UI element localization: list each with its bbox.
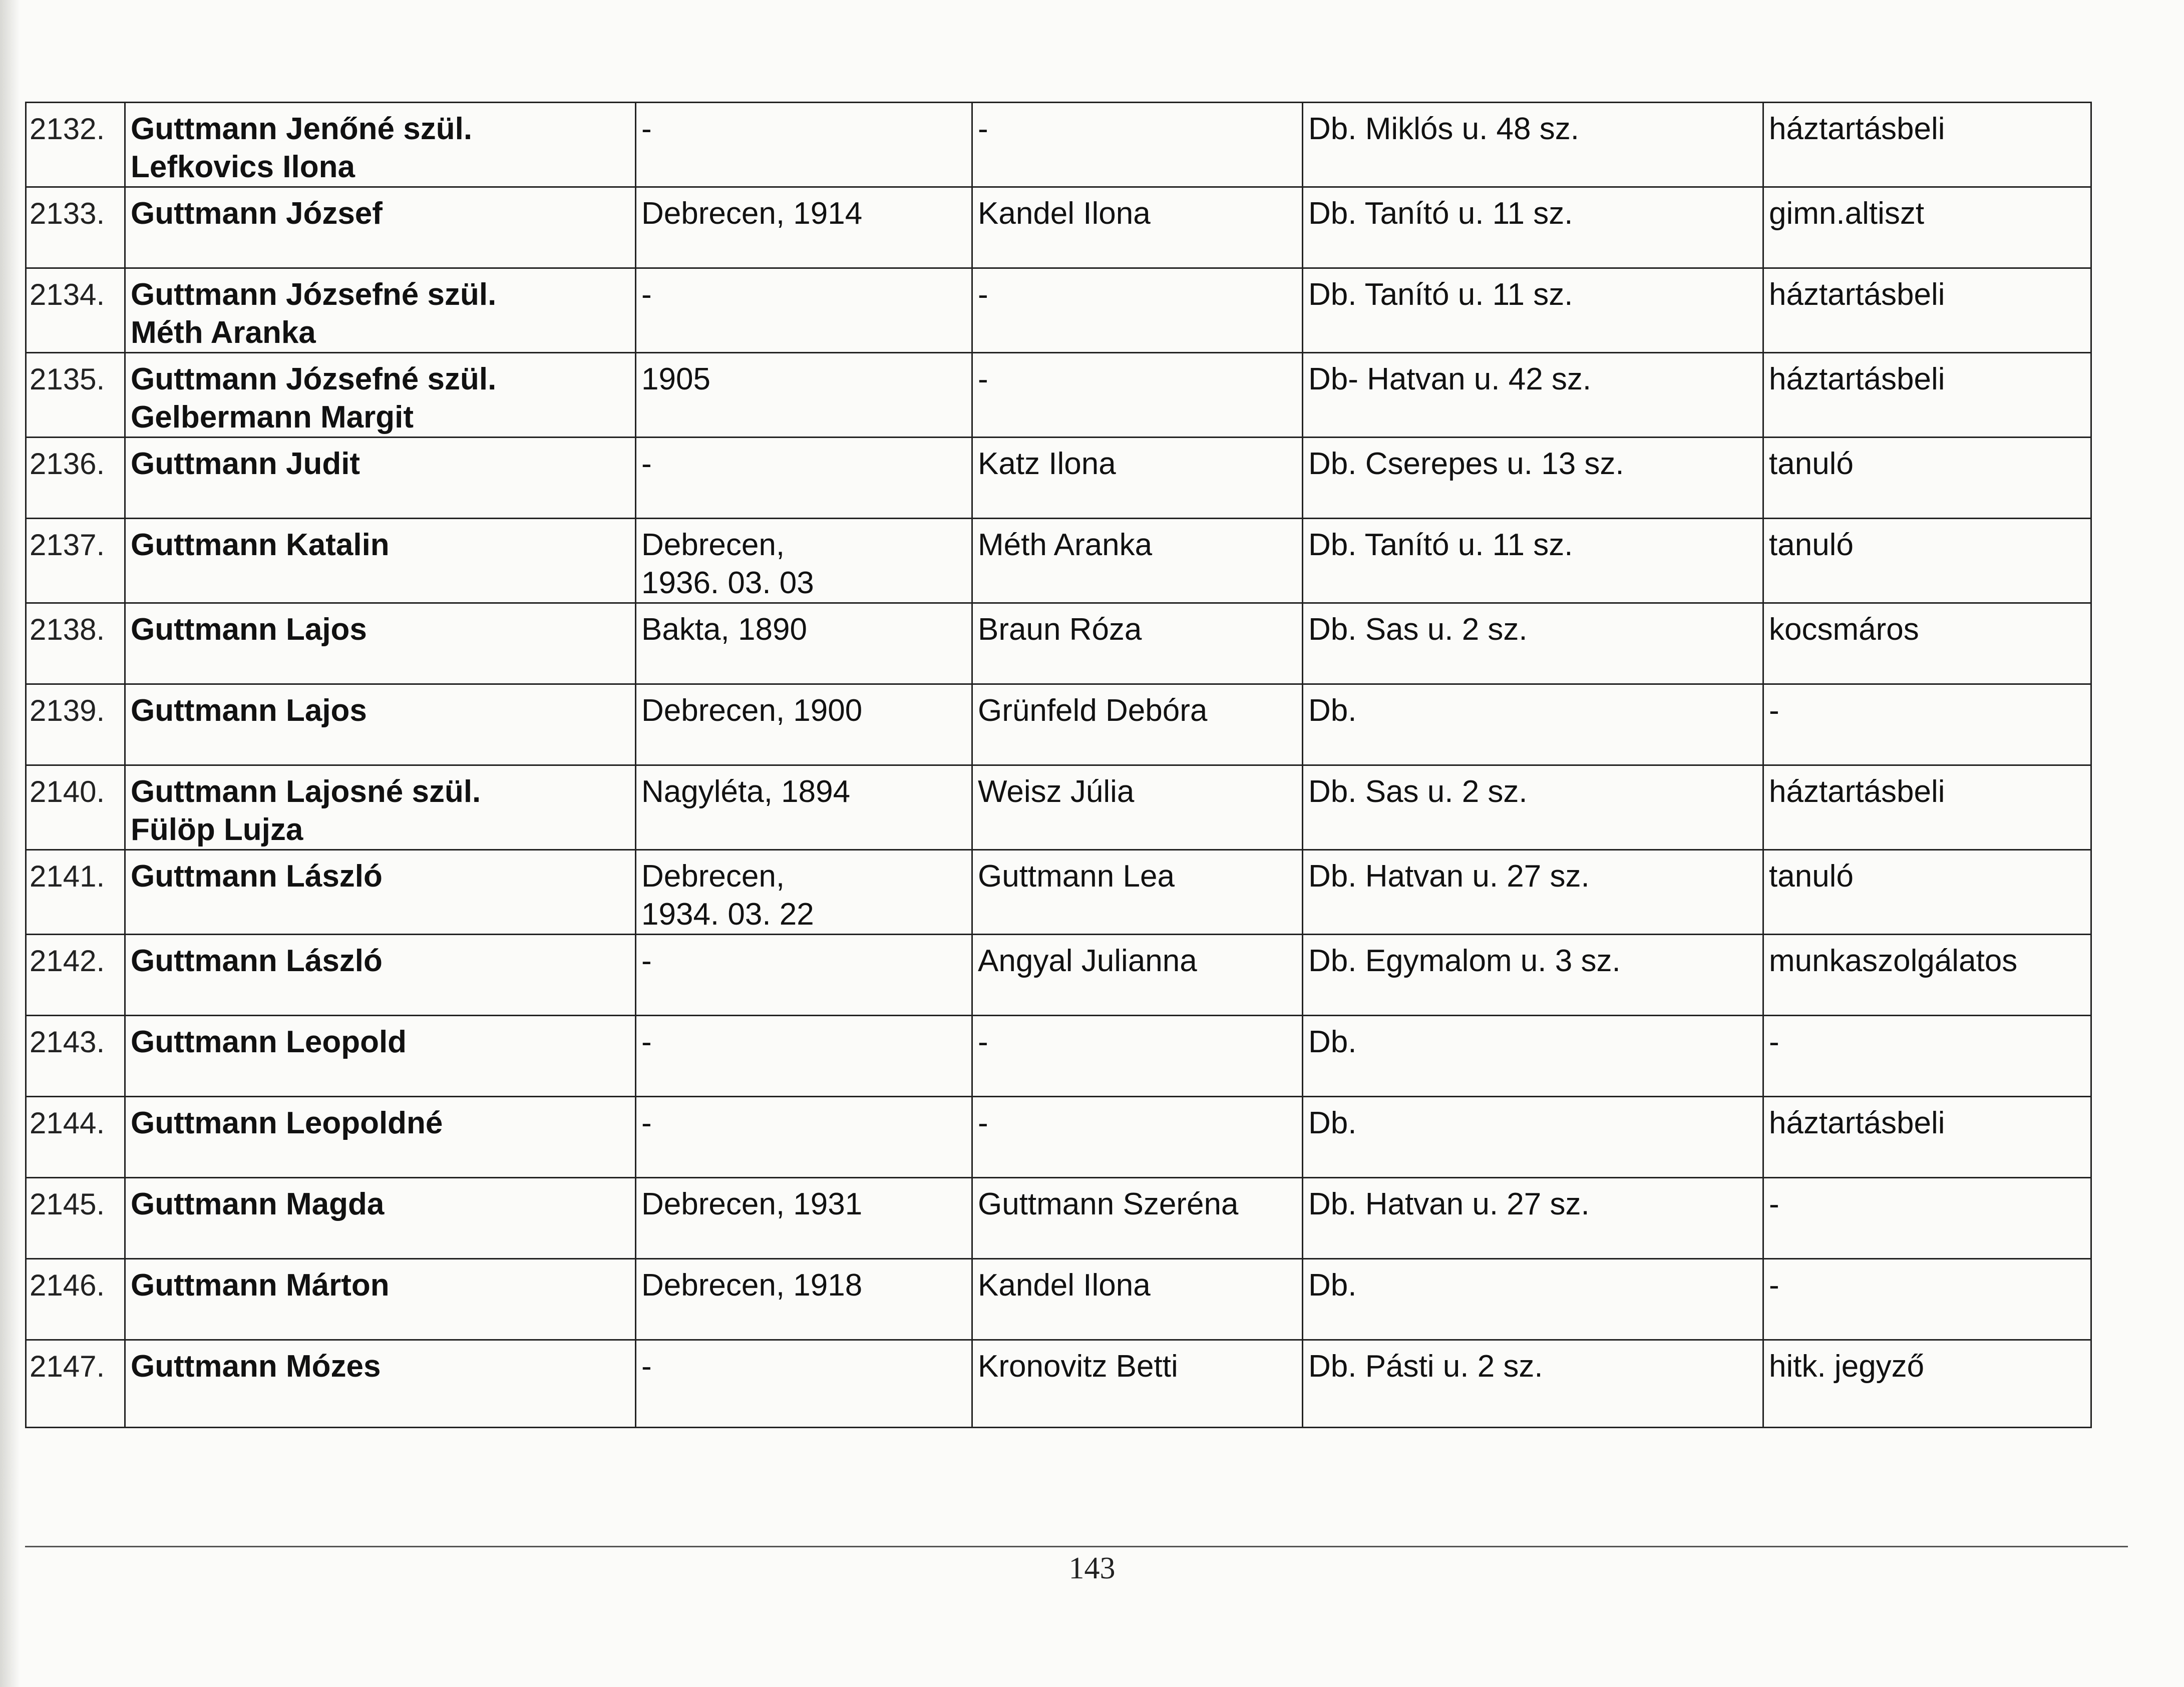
birth-place-date-line: - xyxy=(641,447,652,481)
mother-name-cell: Guttmann Lea xyxy=(972,850,1303,935)
table-row xyxy=(26,268,2091,353)
entry-number-cell: 2135. xyxy=(26,353,125,438)
table-row xyxy=(26,438,2091,519)
person-name-cell xyxy=(125,1259,636,1340)
address-cell: Db. Hatvan u. 27 sz. xyxy=(1303,1178,1763,1259)
occupation-cell: tanuló xyxy=(1763,438,2091,519)
birth-place-date-line: Debrecen, xyxy=(641,528,785,562)
occupation-cell: gimn.altiszt xyxy=(1763,187,2091,268)
mother-name-cell: - xyxy=(972,103,1303,187)
entry-number-cell: 2133. xyxy=(26,187,125,268)
address-cell: Db. Pásti u. 2 sz. xyxy=(1303,1340,1763,1428)
entry-number-cell: 2147. xyxy=(26,1340,125,1428)
birth-place-date-cell xyxy=(636,1259,972,1340)
birth-place-date-cell xyxy=(636,353,972,438)
person-name-line: Guttmann László xyxy=(131,859,383,894)
birth-place-date-line: 1934. 03. 22 xyxy=(641,897,814,932)
person-name-line: Guttmann Márton xyxy=(131,1268,390,1303)
person-name-cell xyxy=(125,187,636,268)
person-name-cell xyxy=(125,684,636,765)
person-name-line: Guttmann Magda xyxy=(131,1187,385,1221)
table-row xyxy=(26,765,2091,850)
mother-name-cell: - xyxy=(972,268,1303,353)
address-cell: Db. Tanító u. 11 sz. xyxy=(1303,268,1763,353)
page-number: 143 xyxy=(1068,1551,1116,1585)
table-row xyxy=(26,1178,2091,1259)
birth-place-date-cell xyxy=(636,765,972,850)
entry-number-cell: 2144. xyxy=(26,1097,125,1178)
mother-name-cell: Méth Aranka xyxy=(972,519,1303,603)
address-cell: Db. Tanító u. 11 sz. xyxy=(1303,187,1763,268)
entry-number-cell: 2132. xyxy=(26,103,125,187)
person-name-cell xyxy=(125,1340,636,1428)
entry-number-cell: 2143. xyxy=(26,1016,125,1097)
person-name-line: Guttmann József xyxy=(131,196,383,231)
birth-place-date-cell xyxy=(636,603,972,684)
mother-name-cell: Katz Ilona xyxy=(972,438,1303,519)
person-name-cell xyxy=(125,765,636,850)
birth-place-date-line: - xyxy=(641,1349,652,1384)
birth-place-date-cell xyxy=(636,1016,972,1097)
mother-name-cell: - xyxy=(972,1097,1303,1178)
occupation-cell: - xyxy=(1763,1178,2091,1259)
person-name-cell xyxy=(125,935,636,1016)
address-cell: Db. xyxy=(1303,684,1763,765)
address-cell: Db. Miklós u. 48 sz. xyxy=(1303,103,1763,187)
address-cell: Db. xyxy=(1303,1016,1763,1097)
person-name-cell xyxy=(125,850,636,935)
person-name-line: Guttmann Lajos xyxy=(131,693,367,728)
person-name-line: Guttmann Mózes xyxy=(131,1349,381,1384)
birth-place-date-cell xyxy=(636,850,972,935)
mother-name-cell: - xyxy=(972,1016,1303,1097)
entry-number-cell: 2137. xyxy=(26,519,125,603)
entry-number-cell: 2142. xyxy=(26,935,125,1016)
occupation-cell: háztartásbeli xyxy=(1763,268,2091,353)
address-cell: Db- Hatvan u. 42 sz. xyxy=(1303,353,1763,438)
birth-place-date-cell xyxy=(636,1097,972,1178)
person-name-cell xyxy=(125,103,636,187)
occupation-cell: munkaszolgálatos xyxy=(1763,935,2091,1016)
entry-number-cell: 2139. xyxy=(26,684,125,765)
table-row xyxy=(26,103,2091,187)
mother-name-cell: Weisz Júlia xyxy=(972,765,1303,850)
address-cell: Db. Sas u. 2 sz. xyxy=(1303,765,1763,850)
birth-place-date-cell xyxy=(636,1178,972,1259)
person-name-cell xyxy=(125,1097,636,1178)
occupation-cell: háztartásbeli xyxy=(1763,103,2091,187)
birth-place-date-cell xyxy=(636,1340,972,1428)
birth-place-date-line: 1936. 03. 03 xyxy=(641,566,814,600)
entry-number-cell: 2146. xyxy=(26,1259,125,1340)
address-cell: Db. Sas u. 2 sz. xyxy=(1303,603,1763,684)
address-cell: Db. Egymalom u. 3 sz. xyxy=(1303,935,1763,1016)
birth-place-date-line: Bakta, 1890 xyxy=(641,612,807,647)
person-name-line: Guttmann László xyxy=(131,944,383,978)
birth-place-date-line: - xyxy=(641,944,652,978)
table-row xyxy=(26,519,2091,603)
table-row xyxy=(26,353,2091,438)
person-name-line: Fülöp Lujza xyxy=(131,812,303,847)
occupation-cell: háztartásbeli xyxy=(1763,1097,2091,1178)
mother-name-cell: Kandel Ilona xyxy=(972,187,1303,268)
occupation-cell: - xyxy=(1763,1259,2091,1340)
occupation-cell: - xyxy=(1763,1016,2091,1097)
table-row xyxy=(26,1259,2091,1340)
mother-name-cell: - xyxy=(972,353,1303,438)
person-name-cell xyxy=(125,603,636,684)
person-name-line: Guttmann Lajos xyxy=(131,612,367,647)
birth-place-date-cell xyxy=(636,935,972,1016)
birth-place-date-cell xyxy=(636,519,972,603)
birth-place-date-line: - xyxy=(641,277,652,312)
person-name-line: Guttmann Leopoldné xyxy=(131,1106,443,1140)
birth-place-date-cell xyxy=(636,268,972,353)
mother-name-cell: Angyal Julianna xyxy=(972,935,1303,1016)
birth-place-date-line: Debrecen, xyxy=(641,859,785,894)
person-name-line: Guttmann Lajosné szül. xyxy=(131,774,481,809)
birth-place-date-line: Debrecen, 1914 xyxy=(641,196,863,231)
table-row xyxy=(26,850,2091,935)
birth-place-date-line: 1905 xyxy=(641,362,710,396)
occupation-cell: kocsmáros xyxy=(1763,603,2091,684)
person-name-line: Guttmann Katalin xyxy=(131,528,390,562)
person-name-line: Guttmann Judit xyxy=(131,447,360,481)
birth-place-date-line: - xyxy=(641,1025,652,1059)
entry-number-cell: 2145. xyxy=(26,1178,125,1259)
table-row xyxy=(26,603,2091,684)
footer-rule xyxy=(25,1546,2128,1547)
mother-name-cell: Kronovitz Betti xyxy=(972,1340,1303,1428)
person-name-line: Guttmann Józsefné szül. xyxy=(131,362,497,396)
birth-place-date-cell xyxy=(636,438,972,519)
person-name-line: Méth Aranka xyxy=(131,315,316,350)
table-row xyxy=(26,684,2091,765)
table-row xyxy=(26,1097,2091,1178)
person-name-line: Lefkovics Ilona xyxy=(131,150,355,184)
birth-place-date-cell xyxy=(636,103,972,187)
address-cell: Db. Hatvan u. 27 sz. xyxy=(1303,850,1763,935)
entry-number-cell: 2138. xyxy=(26,603,125,684)
address-cell: Db. Cserepes u. 13 sz. xyxy=(1303,438,1763,519)
table-row xyxy=(26,1016,2091,1097)
occupation-cell: háztartásbeli xyxy=(1763,765,2091,850)
entry-number-cell: 2141. xyxy=(26,850,125,935)
mother-name-cell: Braun Róza xyxy=(972,603,1303,684)
page-edge-shadow xyxy=(0,0,20,1687)
occupation-cell: háztartásbeli xyxy=(1763,353,2091,438)
person-name-line: Gelbermann Margit xyxy=(131,400,414,435)
person-name-cell xyxy=(125,1178,636,1259)
address-cell: Db. Tanító u. 11 sz. xyxy=(1303,519,1763,603)
person-name-line: Guttmann Józsefné szül. xyxy=(131,277,497,312)
birth-place-date-line: - xyxy=(641,112,652,146)
entry-number-cell: 2140. xyxy=(26,765,125,850)
person-name-line: Guttmann Jenőné szül. xyxy=(131,112,473,146)
entry-number-cell: 2134. xyxy=(26,268,125,353)
register-table xyxy=(25,102,2092,1428)
address-cell: Db. xyxy=(1303,1259,1763,1340)
birth-place-date-line: - xyxy=(641,1106,652,1140)
occupation-cell: tanuló xyxy=(1763,850,2091,935)
birth-place-date-line: Debrecen, 1931 xyxy=(641,1187,863,1221)
birth-place-date-line: Debrecen, 1900 xyxy=(641,693,863,728)
mother-name-cell: Guttmann Szeréna xyxy=(972,1178,1303,1259)
person-name-line: Guttmann Leopold xyxy=(131,1025,407,1059)
person-name-cell xyxy=(125,353,636,438)
person-name-cell xyxy=(125,268,636,353)
entry-number-cell: 2136. xyxy=(26,438,125,519)
person-name-cell xyxy=(125,519,636,603)
address-cell: Db. xyxy=(1303,1097,1763,1178)
person-name-cell xyxy=(125,1016,636,1097)
occupation-cell: hitk. jegyző xyxy=(1763,1340,2091,1428)
birth-place-date-line: Debrecen, 1918 xyxy=(641,1268,863,1303)
birth-place-date-line: Nagyléta, 1894 xyxy=(641,774,851,809)
register-body xyxy=(26,103,2091,1428)
occupation-cell: tanuló xyxy=(1763,519,2091,603)
mother-name-cell: Grünfeld Debóra xyxy=(972,684,1303,765)
table-row xyxy=(26,935,2091,1016)
birth-place-date-cell xyxy=(636,684,972,765)
person-name-cell xyxy=(125,438,636,519)
birth-place-date-cell xyxy=(636,187,972,268)
occupation-cell: - xyxy=(1763,684,2091,765)
mother-name-cell: Kandel Ilona xyxy=(972,1259,1303,1340)
table-row xyxy=(26,1340,2091,1428)
table-row xyxy=(26,187,2091,268)
